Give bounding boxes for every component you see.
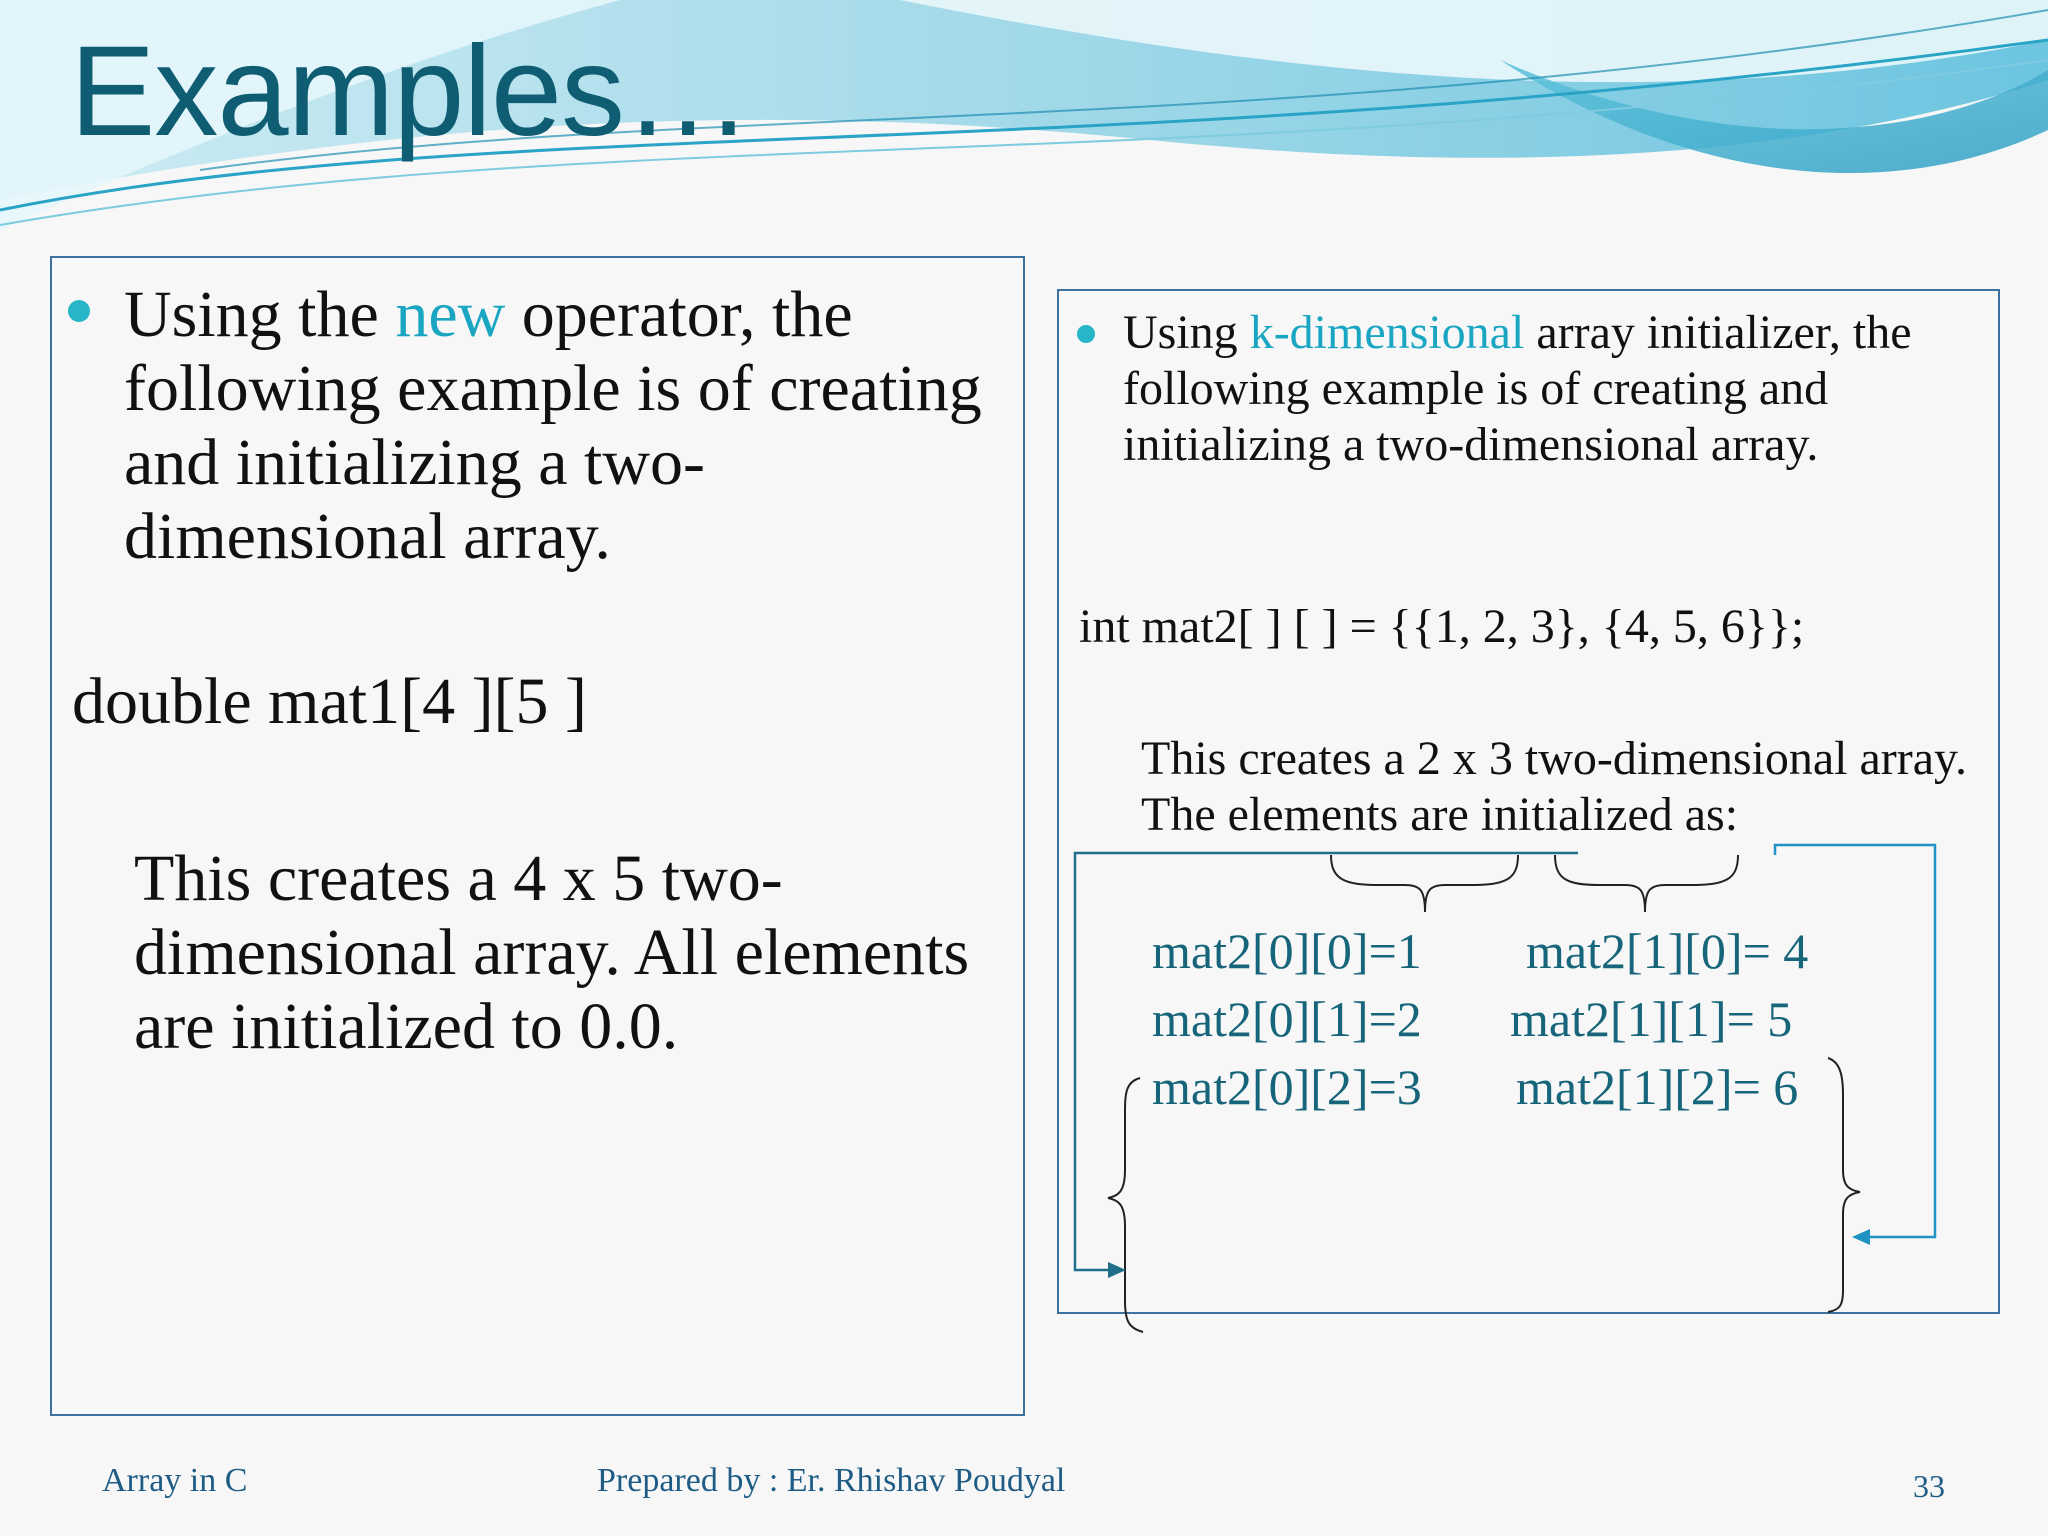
left-bullet-item	[68, 278, 988, 574]
left-bullet-prefix: Using the	[124, 278, 396, 351]
right-bullet-suffix: array initializer, the following example is of creating and initializing a two-dimensional array.	[1123, 306, 1912, 471]
left-bullet-keyword: new	[395, 278, 506, 351]
footer-course-title: Array in C	[102, 1462, 248, 1499]
bullet-dot-icon	[1077, 325, 1095, 343]
left-code-line: double mat1[4 ][5 ]	[72, 665, 588, 738]
right-example-panel	[1057, 289, 2000, 1314]
right-bullet-item	[1077, 305, 1992, 473]
footer-author: Prepared by : Er. Rhishav Poudyal	[597, 1462, 1066, 1499]
bullet-dot-icon	[68, 300, 90, 322]
left-bullet-text	[124, 278, 988, 574]
left-example-panel	[50, 256, 1025, 1416]
left-explanation: This creates a 4 x 5 two-dimensional array. All elements are initialized to 0.0.	[134, 842, 970, 1063]
element-value-r0c1: mat2[0][1]=2	[1152, 991, 1422, 1047]
right-code-line: int mat2[ ] [ ] = {{1, 2, 3}, {4, 5, 6}};	[1079, 600, 1805, 653]
footer-page-number: 33	[1913, 1468, 1945, 1504]
element-value-r1c0: mat2[1][0]= 4	[1526, 923, 1809, 979]
right-explanation: This creates a 2 x 3 two-dimensional array. The elements are initialized as:	[1141, 732, 1967, 841]
right-bullet-keyword: k-dimensional	[1249, 306, 1525, 359]
right-bullet-text	[1123, 305, 1992, 473]
left-bullet-suffix: operator, the following example is of creating and initializing a two-dimensional array.	[124, 278, 982, 573]
element-value-r1c1: mat2[1][1]= 5	[1510, 991, 1793, 1047]
right-bullet-prefix: Using	[1123, 306, 1250, 359]
element-value-r1c2: mat2[1][2]= 6	[1516, 1059, 1799, 1115]
element-value-r0c2: mat2[0][2]=3	[1152, 1059, 1422, 1115]
element-value-r0c0: mat2[0][0]=1	[1152, 923, 1422, 979]
slide-title: Examples…	[70, 20, 751, 163]
